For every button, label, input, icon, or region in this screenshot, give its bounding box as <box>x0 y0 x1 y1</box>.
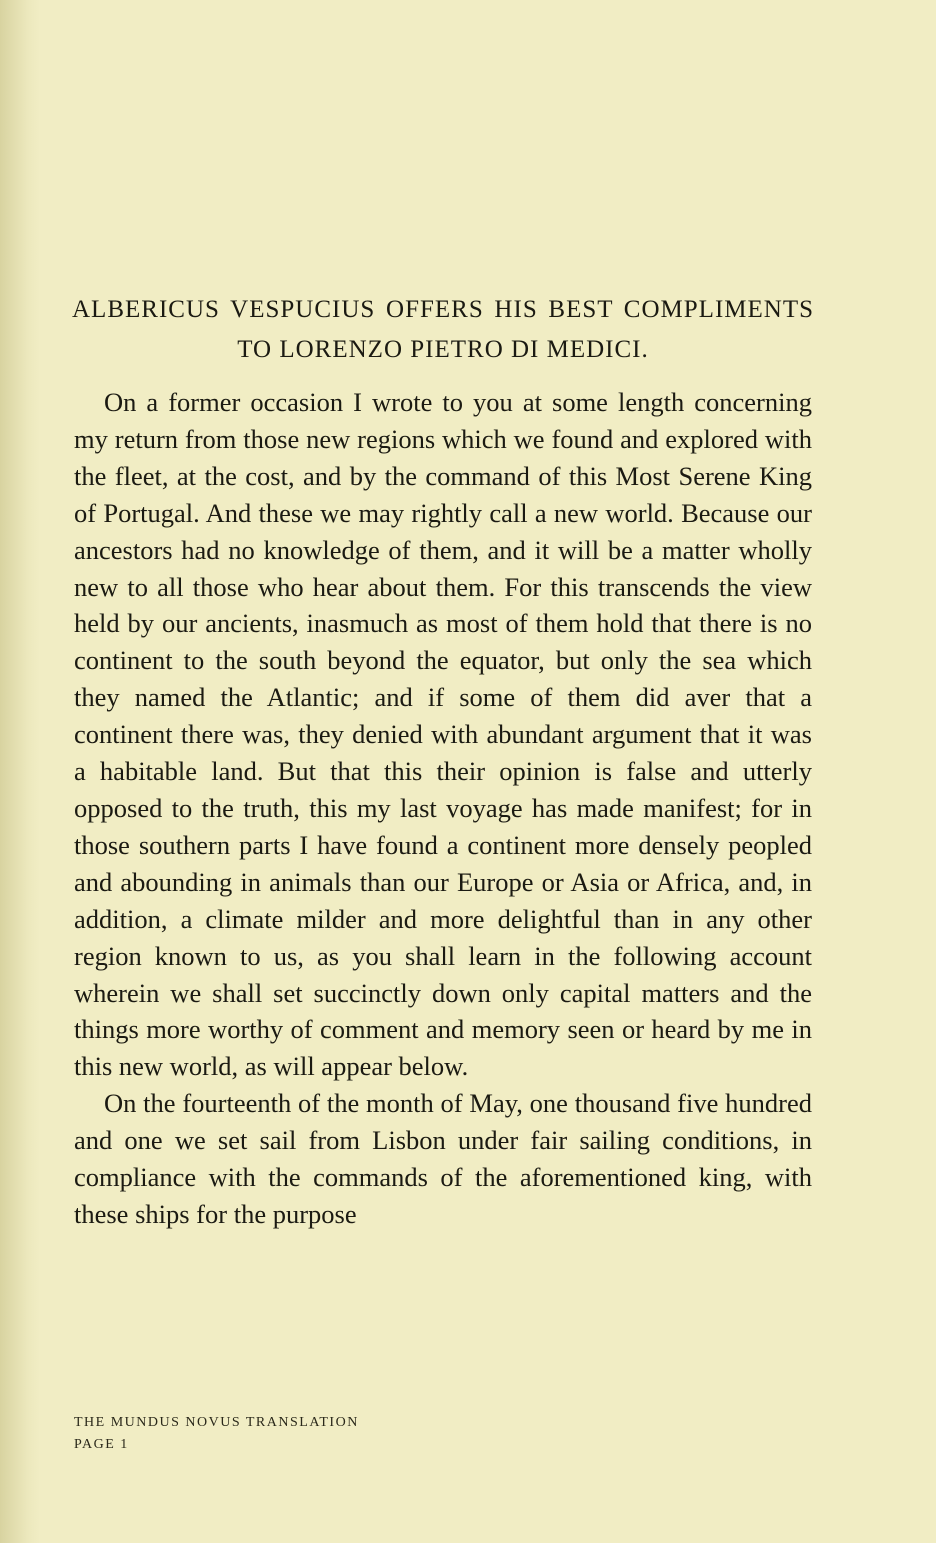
page-number: PAGE 1 <box>74 1437 129 1452</box>
paragraph-2: On the fourteenth of the month of May, one thousand five hundred and one we set sail from Lisbon under fair sailing conditions, in compliance with the commands of the aforementioned king, with these ships for the purpose <box>74 1088 812 1229</box>
footer-title: THE MUNDUS NOVUS TRANSLATION <box>74 1415 359 1430</box>
heading-line-1: ALBERICUS VESPUCIUS OFFERS HIS BEST COMPLIMENTS <box>72 296 814 323</box>
paragraph-1: On a former occasion I wrote to you at some length concerning my return from those new regions which we found and explored with the fleet, at the cost, and by the command of this Most Serene King of Portugal. And these we may rightly call a new world. Because our ancestors had no knowledge of them, and it will be a matter wholly new to all those who hear about them. For this transcends the view held by our ancients, inasmuch as most of them hold that there is no continent to the south beyond the equator, but only the sea which they named the Atlantic; and if some of them did aver that a continent there was, they denied with abundant argument that it was a habitable land. But that this their opinion is false and utterly opposed to the truth, this my last voyage has made manifest; for in those southern parts I have found a continent more densely peopled and abounding in animals than our Europe or Asia or Africa, and, in addition, a climate milder and more delightful than in any other region known to us, as you shall learn in the following account wherein we shall set succinctly down only capital matters and the things more worthy of comment and memory seen or heard by me in this new world, as will appear below. <box>74 387 812 1082</box>
heading-line-2: TO LORENZO PIETRO DI MEDICI. <box>237 336 649 363</box>
letter-body <box>74 384 812 1233</box>
letter-heading <box>72 296 814 364</box>
page-edge-shadow <box>0 0 40 1543</box>
page-footer <box>74 1412 359 1456</box>
